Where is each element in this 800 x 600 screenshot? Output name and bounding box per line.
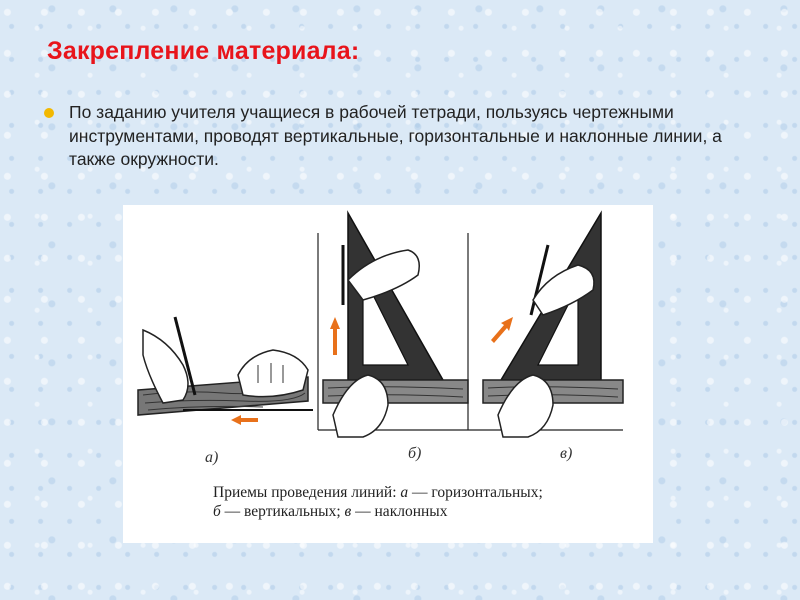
- caption-letter-a: а: [400, 484, 409, 501]
- drawing-techniques-figure: [123, 205, 653, 543]
- direction-arrow-up: [330, 317, 340, 355]
- bullet-dot-icon: [44, 108, 54, 118]
- caption-b-text: — вертикальных;: [224, 503, 341, 520]
- panel-v-illustration: [468, 213, 623, 437]
- panel-label-a: а): [205, 449, 219, 466]
- panel-label-v: в): [560, 445, 573, 462]
- panel-label-b: б): [408, 445, 422, 462]
- caption-prefix: Приемы проведения линий:: [213, 484, 397, 501]
- caption-a-text: — горизонтальных;: [412, 484, 543, 501]
- panel-a-illustration: [138, 317, 313, 425]
- direction-arrow-diagonal: [491, 317, 513, 343]
- caption-letter-b: б: [213, 503, 221, 520]
- bullet-text: По заданию учителя учащиеся в рабочей тетради, пользуясь чертежными инструментами, проводят вертикальные, горизонтальные и наклонные линии, а также окружности.: [69, 102, 722, 169]
- direction-arrow-left: [231, 415, 258, 425]
- slide-title: Закрепление материала:: [47, 37, 360, 65]
- caption-letter-v: в: [344, 503, 352, 520]
- panel-b-illustration: [318, 213, 468, 437]
- caption-v-text: — наклонных: [355, 503, 448, 520]
- figure-caption: [213, 483, 643, 521]
